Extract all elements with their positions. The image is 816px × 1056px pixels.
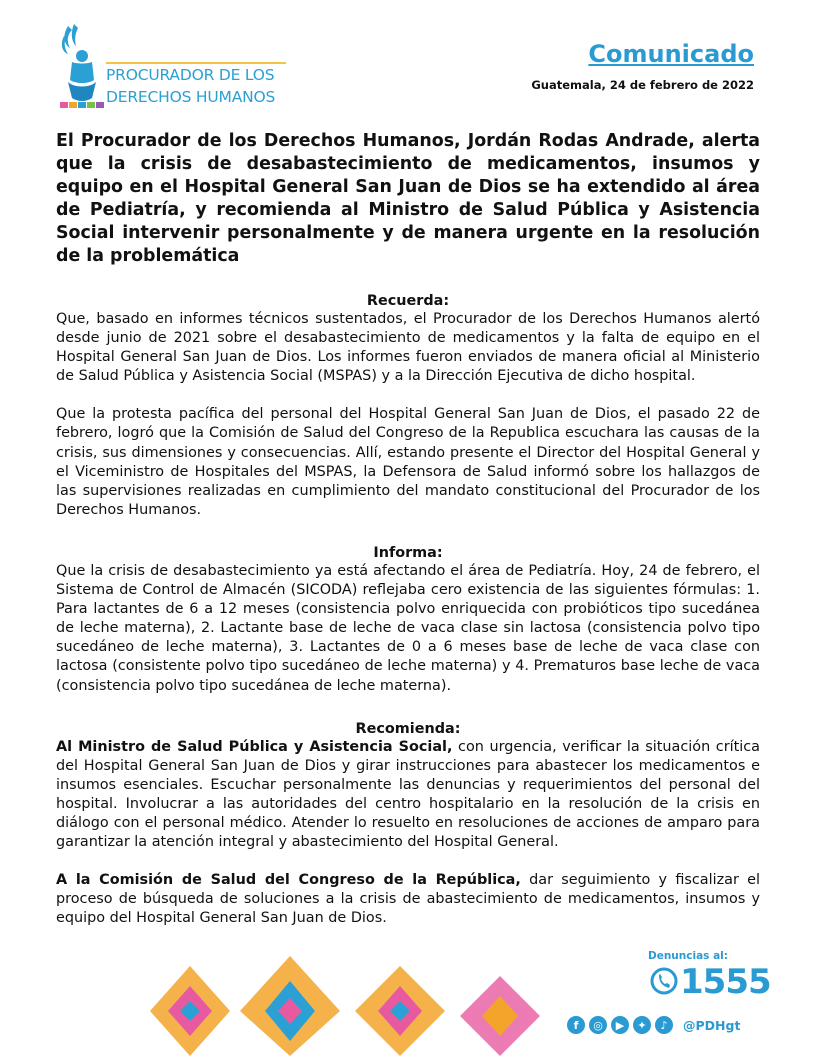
pdh-logo bbox=[58, 22, 288, 112]
recipient-comision: A la Comisión de Salud del Congreso de la República, bbox=[56, 872, 521, 889]
recipient-ministro: Al Ministro de Salud Pública y Asistencia Social, bbox=[56, 738, 453, 755]
informa-paragraph-1: Que la crisis de desabastecimiento ya está afectando el área de Pediatría. Hoy, 24 de febrero, el Sistema de Control de Almacén (SICODA) reflejaba cero existencia de las siguientes fórmulas: 1. Para lactantes de 6 a 12 meses (consistencia polvo enriquecida con probióticos tipo sucedánea de leche materna), 2. Lactante base de leche de vaca clase sin lactosa (consistencia polvo tipo sucedáneo de leche materna), 3. Lactantes de 0 a 6 meses base de leche de vaca clase con lactosa (consistente polvo tipo sucedáneo de leche materna) y 4. Prematuros base leche de vaca (consistencia polvo tipo sucedánea de leche materna). bbox=[56, 562, 760, 694]
document-date: Guatemala, 24 de febrero de 2022 bbox=[531, 78, 754, 92]
phone-icon bbox=[650, 966, 678, 996]
recuerda-paragraph-2: Que la protesta pacífica del personal del Hospital General San Juan de Dios, el pasado 22 de febrero, logró que la Comisión de Salud del Congreso de la Republica escuchara las causas de la crisis, sus dimensiones y consecuencias. Allí, estando presente el Director del Hospital General y el Viceministro de Hospitales del MSPAS, la Defensora de Salud informó sobre los hallazgos de las supervisiones realizadas en cumplimiento del mandato constitucional del Procurador de los Derechos Humanos. bbox=[56, 406, 760, 518]
section-title-recomienda: Recomienda: bbox=[355, 720, 461, 737]
facebook-icon[interactable]: f bbox=[567, 1016, 585, 1034]
recomienda-paragraph-2 bbox=[56, 871, 760, 928]
logo-text-line2: DERECHOS HUMANOS bbox=[106, 88, 276, 106]
section-title-informa: Informa: bbox=[373, 544, 443, 561]
document-type-title: Comunicado bbox=[588, 40, 754, 68]
recomienda-paragraph-1 bbox=[56, 738, 760, 853]
social-links bbox=[567, 1016, 740, 1034]
logo-pattern-strip bbox=[60, 102, 104, 108]
section-title-recuerda: Recuerda: bbox=[366, 293, 450, 309]
instagram-icon[interactable]: ◎ bbox=[589, 1016, 607, 1034]
twitter-icon[interactable]: ✦ bbox=[633, 1016, 651, 1034]
youtube-icon[interactable]: ▶ bbox=[611, 1016, 629, 1034]
tiktok-icon[interactable]: ♪ bbox=[655, 1016, 673, 1034]
recomienda-text-1: con urgencia, verificar la situación crítica del Hospital General San Juan de Dios y girar instrucciones para abastecer los medicamentos e insumos esenciales. Escuchar personalmente las denuncias y requerimientos del personal del hospital. Involucrar a las autoridades del centro hospitalario en la resolución de la crisis en diálogo con el personal médico. Atender lo resuelto en resoluciones de acciones de amparo para garantizar la atención integral y abastecimiento del Hospital General. bbox=[56, 738, 760, 851]
headline: El Procurador de los Derechos Humanos, Jordán Rodas Andrade, alerta que la crisis de desabastecimiento de medicamentos, insumos y equipo en el Hospital General San Juan de Dios se ha extendido al área de Pediatría, y recomienda al Ministro de Salud Pública y Asistencia Social intervenir personalmente y de manera urgente en la resolución de la problemática bbox=[56, 131, 760, 266]
document-body bbox=[56, 130, 760, 928]
footer-pattern-decoration bbox=[150, 956, 550, 1056]
denuncias-label: Denuncias al: bbox=[648, 950, 728, 962]
phone-number[interactable]: 1555 bbox=[680, 962, 771, 1002]
logo-text-line1: PROCURADOR DE LOS bbox=[106, 66, 275, 84]
figure-icon bbox=[58, 22, 106, 112]
recuerda-paragraph-1: Que, basado en informes técnicos sustentados, el Procurador de los Derechos Humanos alertó desde junio de 2021 sobre el desabastecimiento de medicamentos y la falta de equipo en el Hospital General San Juan de Dios. Los informes fueron enviados de manera oficial al Ministerio de Salud Pública y Asistencia Social (MSPAS) y a la Dirección Ejecutiva de dicho hospital. bbox=[56, 311, 760, 385]
social-handle[interactable]: @PDHgt bbox=[683, 1017, 741, 1033]
recomienda-text-2: dar seguimiento y fiscalizar el proceso de búsqueda de soluciones a la crisis de abastecimiento de medicamentos, insumos y equipo del Hospital General San Juan de Dios. bbox=[56, 872, 760, 927]
